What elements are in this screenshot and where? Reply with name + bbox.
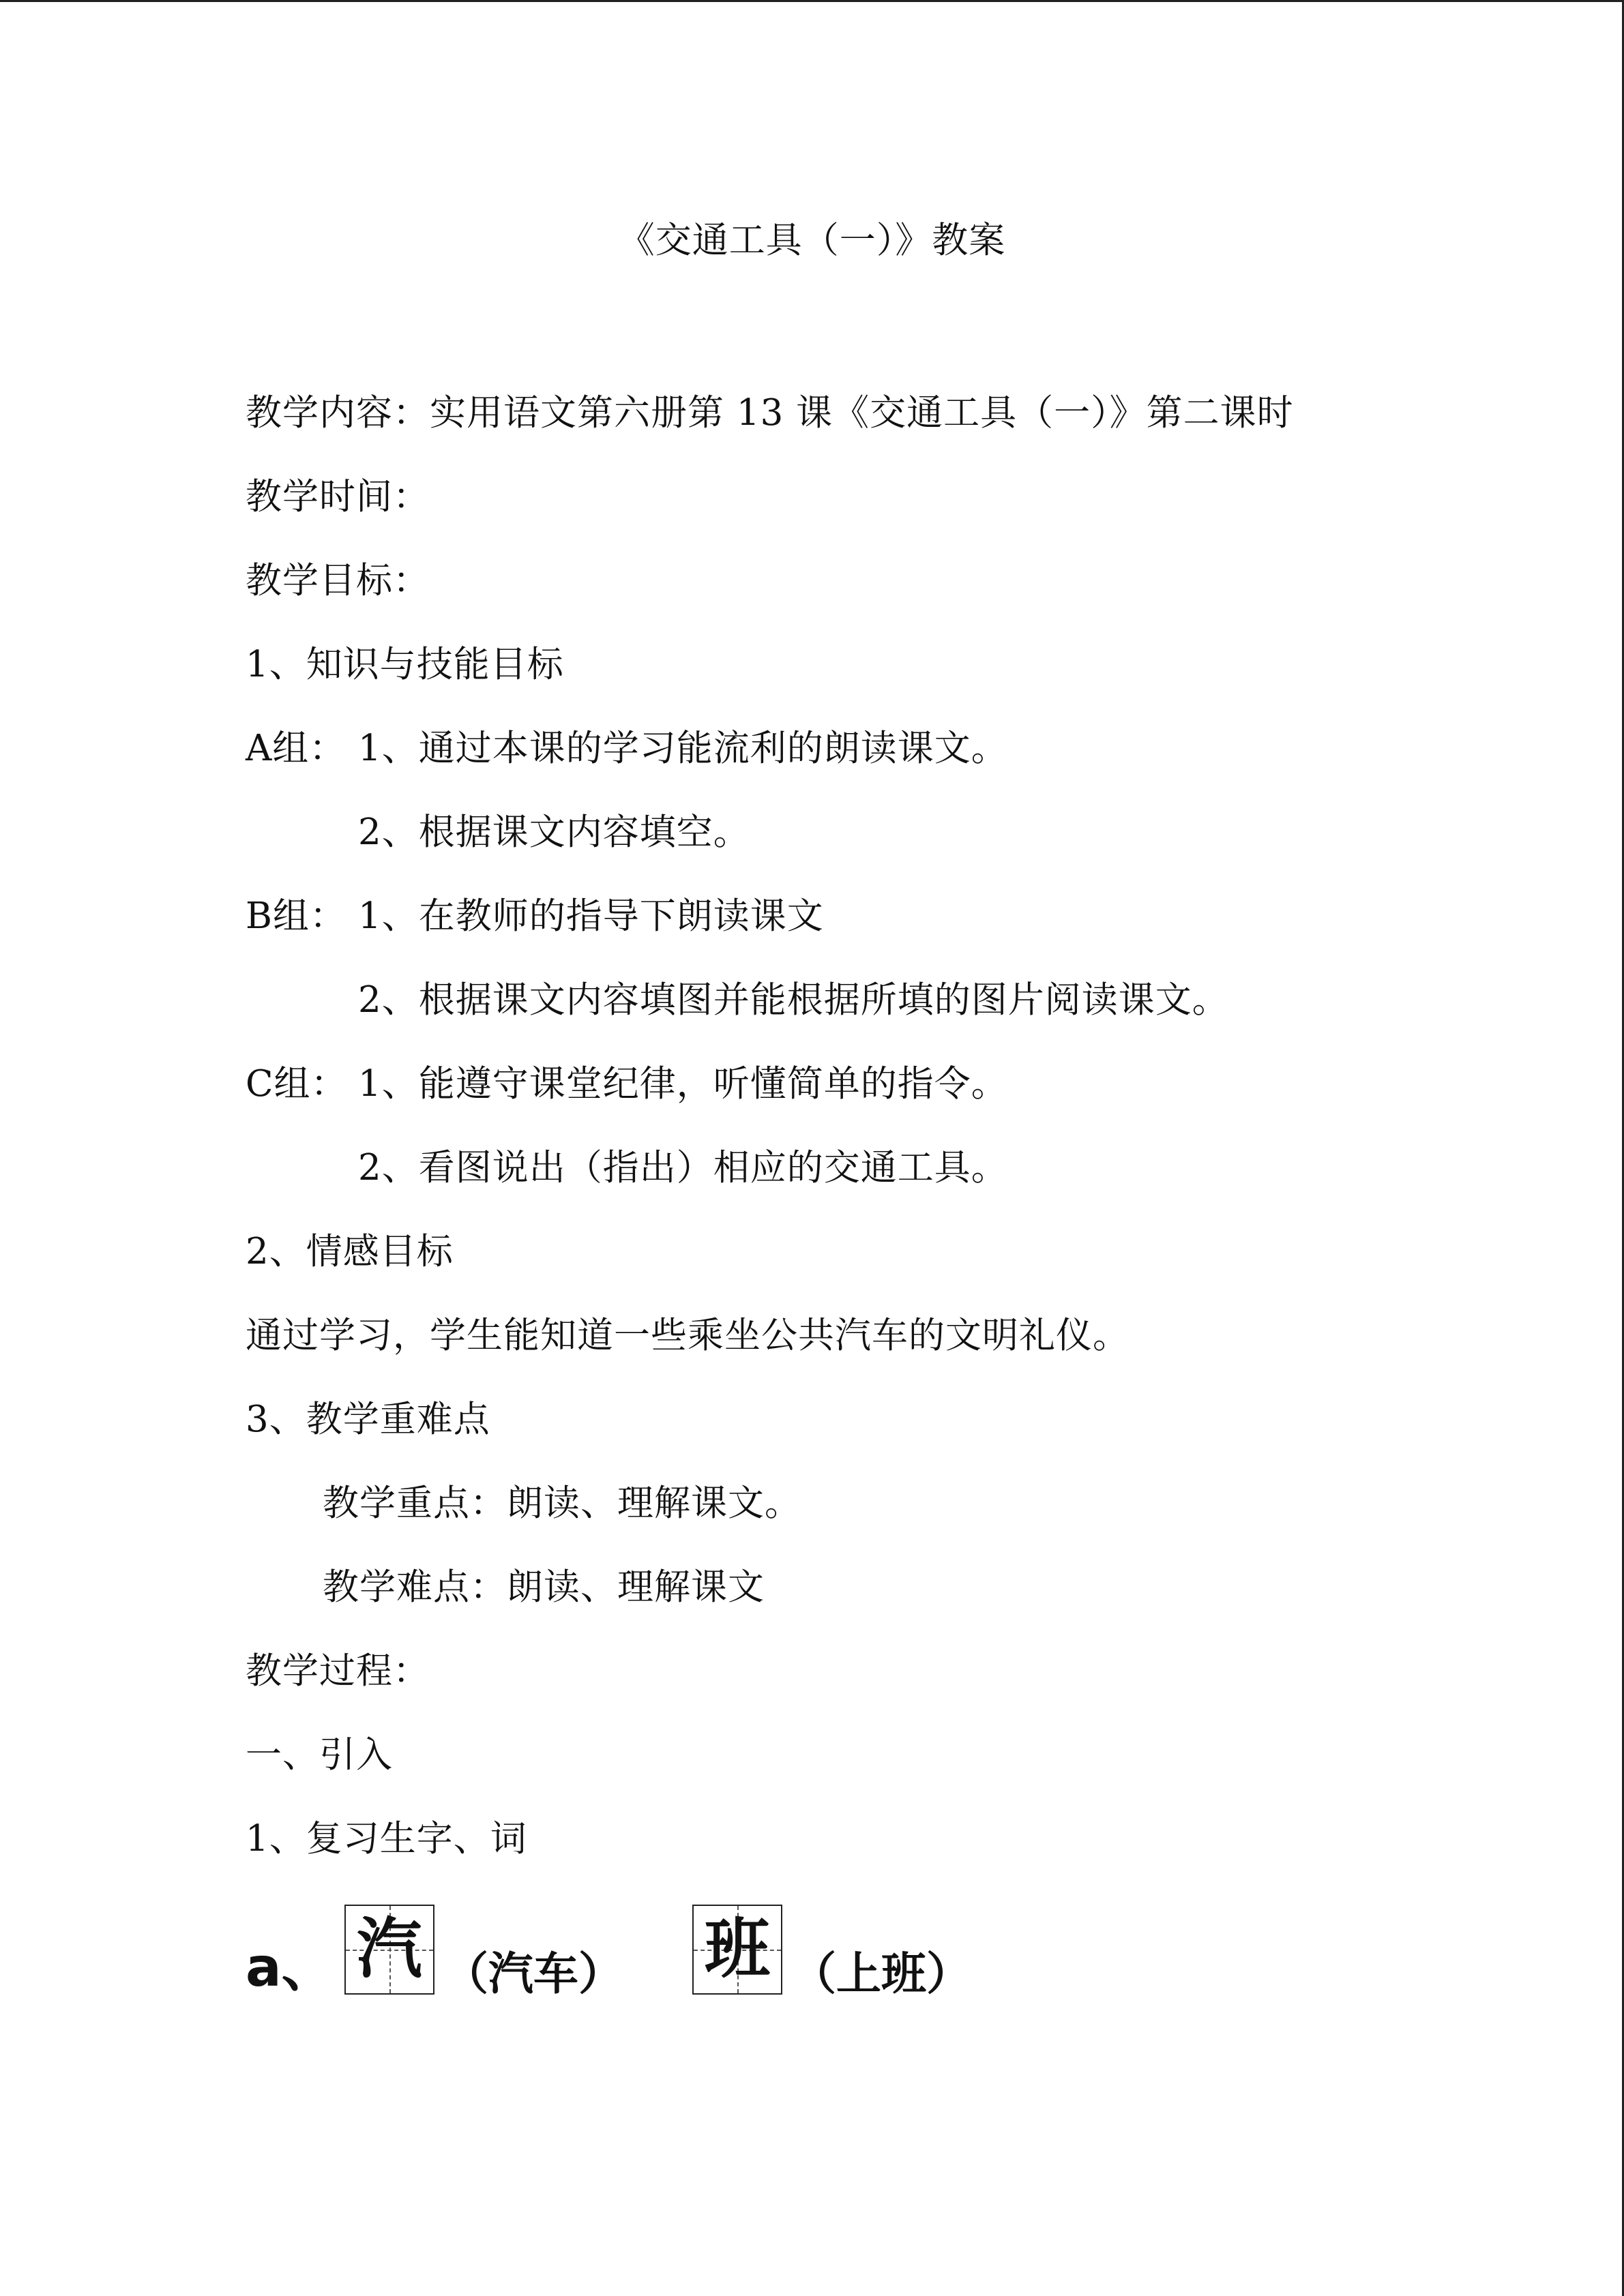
practice-character: 班 (705, 1910, 770, 1987)
character-box (344, 1905, 434, 1995)
goal2-heading: 2、情感目标 (246, 1231, 454, 1272)
teaching-content-line: 教学内容：实用语文第六册第 13 课《交通工具（一）》第二课时 (246, 392, 1294, 434)
group-c-line-1 (246, 1062, 1008, 1106)
teaching-goals-heading: 教学目标： (246, 560, 430, 601)
group-a-item-1: 1、通过本课的学习能流利的朗读课文。 (358, 728, 1008, 769)
character-box (692, 1905, 782, 1995)
practice-word: （汽车） (443, 1948, 623, 2000)
group-a-line-1 (246, 727, 1008, 771)
group-b-label: B组： (246, 895, 346, 937)
page-title: 《交通工具（一）》教案 (618, 220, 1006, 261)
key-point: 教学重点：朗读、理解课文。 (323, 1482, 801, 1524)
goal2-text: 通过学习，学生能知道一些乘坐公共汽车的文明礼仪。 (246, 1315, 1130, 1356)
group-b-item-1: 1、在教师的指导下朗读课文 (358, 895, 824, 937)
process-heading: 教学过程： (246, 1650, 430, 1692)
character-practice-row (246, 1905, 1473, 2014)
group-c-label: C组： (246, 1063, 348, 1105)
group-a-label: A组： (246, 728, 346, 769)
group-b-line-1 (246, 895, 824, 938)
teaching-time-line: 教学时间： (246, 476, 430, 518)
group-c-item-2: 2、看图说出（指出）相应的交通工具。 (358, 1147, 1008, 1189)
difficult-point: 教学难点：朗读、理解课文 (323, 1566, 765, 1608)
practice-character: 汽 (357, 1910, 422, 1987)
group-b-item-2: 2、根据课文内容填图并能根据所填的图片阅读课文。 (358, 979, 1229, 1021)
group-a-item-2: 2、根据课文内容填空。 (358, 811, 750, 853)
goal1-heading: 1、知识与技能目标 (246, 644, 564, 685)
practice-word: （上班） (791, 1948, 971, 2000)
intro-heading: 一、引入 (246, 1734, 393, 1776)
practice-lead: a、 (246, 1937, 335, 1999)
goal3-heading: 3、教学重难点 (246, 1399, 490, 1440)
review-heading: 1、复习生字、词 (246, 1818, 527, 1860)
group-c-item-1: 1、能遵守课堂纪律，听懂简单的指令。 (358, 1063, 1008, 1105)
